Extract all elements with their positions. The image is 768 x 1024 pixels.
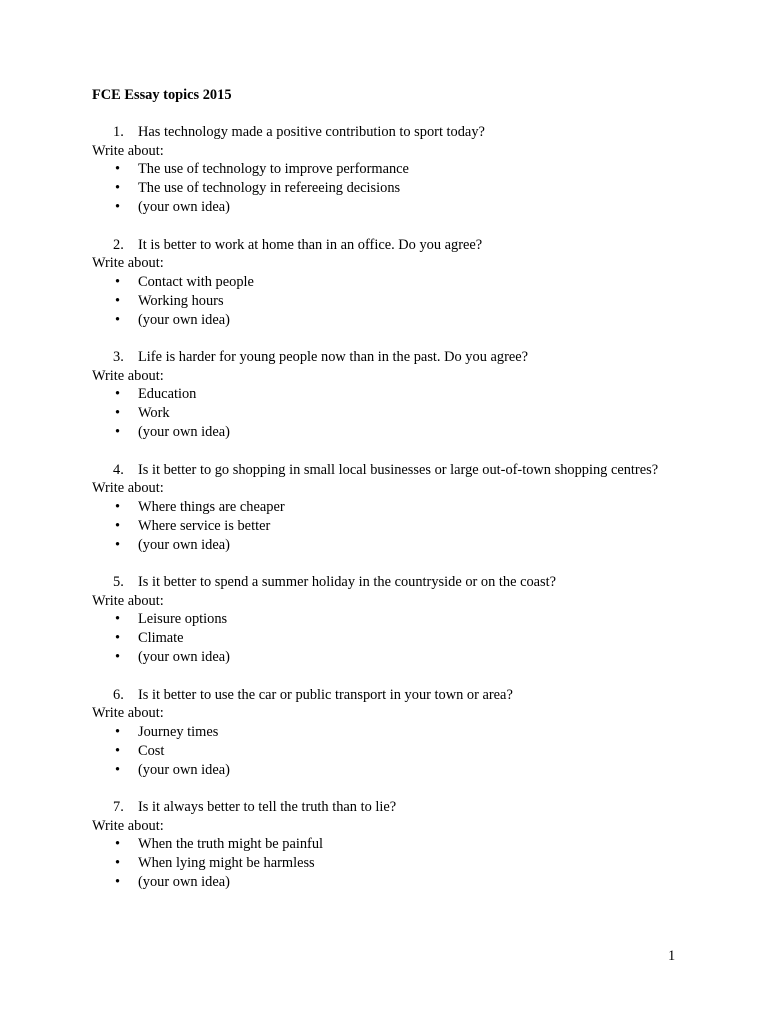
bullet-icon: • <box>115 874 121 890</box>
topic-point <box>92 385 692 404</box>
bullet-icon: • <box>115 424 121 440</box>
bullet-icon: • <box>115 742 121 759</box>
topic-question <box>92 348 692 367</box>
topic-item <box>92 123 692 217</box>
write-about-label: Write about: <box>92 367 164 384</box>
topic-question <box>92 573 692 592</box>
topic-point <box>92 835 692 854</box>
topic-point-text: Where service is better <box>138 517 271 534</box>
write-about-label: Write about: <box>92 480 164 496</box>
write-about-label: Write about: <box>92 592 164 609</box>
bullet-icon: • <box>115 723 121 740</box>
topic-number: 7. <box>113 799 124 815</box>
topic-point-text: (your own idea) <box>138 536 230 553</box>
topic-question-text: Is it better to go shopping in small local businesses or large out-of-town shopping centres? <box>138 461 659 478</box>
topic-point-text: Journey times <box>138 723 219 740</box>
topic-point-text: When the truth might be painful <box>138 836 324 852</box>
topic-point-text: Leisure options <box>138 611 228 627</box>
bullet-icon: • <box>115 273 121 290</box>
topic-question-text: Is it better to use the car or public transport in your town or area? <box>138 686 513 703</box>
bullet-icon: • <box>115 630 121 646</box>
topic-point-text: Cost <box>138 742 165 759</box>
topic-point <box>92 498 692 517</box>
bullet-icon: • <box>115 180 121 196</box>
topic-list <box>92 123 692 911</box>
topic-point-text: (your own idea) <box>138 311 230 328</box>
bullet-icon: • <box>115 311 121 328</box>
write-about-label: Write about: <box>92 255 164 271</box>
topic-points <box>92 723 692 780</box>
topic-point-text: (your own idea) <box>138 649 230 665</box>
bullet-icon: • <box>115 386 121 402</box>
topic-point-text: Work <box>138 405 170 421</box>
topic-point <box>92 536 692 555</box>
topic-points <box>92 610 692 667</box>
topic-points <box>92 385 692 442</box>
topic-point-text: (your own idea) <box>138 761 230 778</box>
topic-point-text: (your own idea) <box>138 874 230 890</box>
topic-item <box>92 798 692 892</box>
topic-point-text: The use of technology in refereeing decisions <box>138 180 401 196</box>
topic-number: 3. <box>113 349 124 365</box>
topic-item <box>92 573 692 667</box>
topic-points <box>92 498 692 555</box>
write-about-label: Write about: <box>92 705 164 721</box>
topic-points <box>92 835 692 892</box>
bullet-icon: • <box>115 199 121 215</box>
topic-point-text: Contact with people <box>138 273 254 290</box>
topic-item <box>92 686 692 780</box>
topic-item <box>92 348 692 442</box>
page-number: 1 <box>668 948 676 964</box>
topic-number: 1. <box>113 124 124 140</box>
topic-point <box>92 198 692 217</box>
topic-point-text: Climate <box>138 630 184 646</box>
topic-point <box>92 648 692 667</box>
bullet-icon: • <box>115 517 121 534</box>
bullet-icon: • <box>115 611 121 627</box>
topic-point <box>92 761 692 780</box>
bullet-icon: • <box>115 498 121 515</box>
topic-point-text: When lying might be harmless <box>138 855 315 871</box>
topic-point <box>92 160 692 179</box>
topic-point-text: Education <box>138 386 197 402</box>
topic-question-text: Has technology made a positive contribution to sport today? <box>138 124 485 140</box>
topic-point-text: Where things are cheaper <box>138 498 285 515</box>
topic-point <box>92 873 692 892</box>
bullet-icon: • <box>115 761 121 778</box>
document-title: FCE Essay topics 2015 <box>92 87 232 103</box>
write-about-label: Write about: <box>92 142 164 159</box>
topic-point <box>92 629 692 648</box>
topic-point <box>92 723 692 742</box>
topic-question <box>92 686 692 705</box>
topic-point <box>92 423 692 442</box>
topic-item <box>92 236 692 330</box>
bullet-icon: • <box>115 536 121 553</box>
topic-number: 4. <box>113 461 124 478</box>
bullet-icon: • <box>115 161 121 177</box>
topic-point <box>92 742 692 761</box>
topic-point <box>92 179 692 198</box>
bullet-icon: • <box>115 405 121 421</box>
topic-point-text: (your own idea) <box>138 199 230 215</box>
bullet-icon: • <box>115 836 121 852</box>
topic-point-text: Working hours <box>138 292 224 309</box>
topic-points <box>92 273 692 330</box>
topic-number: 6. <box>113 686 124 703</box>
topic-question <box>92 461 692 480</box>
topic-question <box>92 798 692 817</box>
bullet-icon: • <box>115 649 121 665</box>
topic-number: 2. <box>113 236 124 253</box>
topic-points <box>92 160 692 217</box>
topic-point <box>92 854 692 873</box>
bullet-icon: • <box>115 855 121 871</box>
topic-question <box>92 236 692 255</box>
topic-point <box>92 311 692 330</box>
topic-point <box>92 292 692 311</box>
topic-question-text: It is better to work at home than in an office. Do you agree? <box>138 236 483 253</box>
topic-item <box>92 461 692 555</box>
topic-question-text: Is it better to spend a summer holiday in the countryside or on the coast? <box>138 574 557 590</box>
topic-point <box>92 610 692 629</box>
write-about-label: Write about: <box>92 817 164 834</box>
topic-question-text: Is it always better to tell the truth than to lie? <box>138 799 397 815</box>
topic-point <box>92 404 692 423</box>
topic-point-text: (your own idea) <box>138 424 230 440</box>
bullet-icon: • <box>115 292 121 309</box>
topic-point <box>92 517 692 536</box>
topic-question-text: Life is harder for young people now than in the past. Do you agree? <box>138 349 529 365</box>
topic-question <box>92 123 692 142</box>
topic-point-text: The use of technology to improve performance <box>138 161 409 177</box>
topic-number: 5. <box>113 574 124 590</box>
topic-point <box>92 273 692 292</box>
